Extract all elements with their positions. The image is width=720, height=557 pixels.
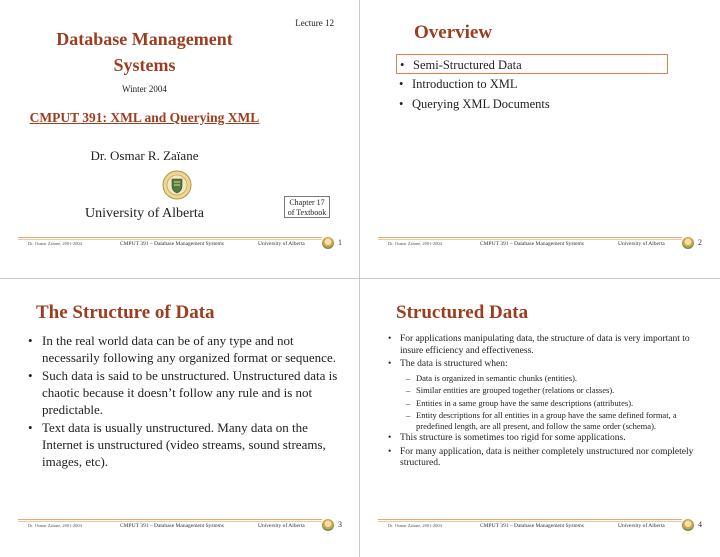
author-name: Dr. Osmar R. Zaïane — [90, 148, 199, 163]
footer-university: University of Alberta — [258, 241, 305, 247]
slide-4 — [372, 290, 708, 550]
list-item: • Such data is said to be unstructured. Unstructured data is chaotic because it doesn’t follow any rule and is not predictable. — [24, 367, 346, 418]
footer-author: Dr. Osmar Zaïane, 2001-2004 — [388, 523, 442, 528]
chapter-note — [284, 196, 330, 218]
slide-footer — [378, 518, 702, 536]
footer-author: Dr. Osmar Zaïane, 2001-2004 — [28, 523, 82, 528]
footer-rule — [378, 519, 682, 520]
course-title: CMPUT 391: XML and Querying XML — [29, 110, 260, 125]
slide-number: 3 — [338, 520, 342, 529]
list-item: • For applications manipulating data, the structure of data is very important to insure efficiency and effectiveness. — [384, 334, 706, 357]
footer-crest-icon — [322, 237, 334, 249]
chapter-line-2: of Textbook — [287, 208, 327, 217]
footer-rule-2 — [378, 239, 682, 240]
sub-list-item: – Entities in a same group have the same descriptions (attributes). — [384, 398, 706, 409]
slide-title — [12, 26, 277, 78]
page-divider-horizontal — [0, 278, 720, 279]
chapter-line-1: Chapter 17 — [289, 198, 325, 207]
bullet-list — [384, 334, 706, 472]
slide-1 — [12, 8, 348, 268]
footer-course: CMPUT 391 – Database Management Systems — [120, 241, 224, 247]
list-item: • In the real world data can be of any type and not necessarily following any organized format or sequence. — [24, 332, 346, 366]
list-item: • Querying XML Documents — [396, 94, 696, 114]
slide-footer — [18, 518, 342, 536]
footer-rule — [378, 237, 682, 238]
footer-university: University of Alberta — [618, 241, 665, 247]
university-name: University of Alberta — [85, 206, 204, 221]
footer-author: Dr. Osmar Zaïane, 2001-2004 — [28, 241, 82, 246]
footer-crest-icon — [322, 519, 334, 531]
sub-list-item: – Data is organized in semantic chunks (entities). — [384, 373, 706, 384]
footer-rule-2 — [378, 521, 682, 522]
footer-crest-icon — [682, 237, 694, 249]
list-item: • Introduction to XML — [396, 74, 696, 94]
title-line-2: Systems — [113, 55, 176, 75]
slide-number: 1 — [338, 238, 342, 247]
slide-number: 2 — [698, 238, 702, 247]
slide-footer — [18, 236, 342, 254]
footer-course: CMPUT 391 – Database Management Systems — [480, 523, 584, 529]
list-item: • This structure is sometimes too rigid for some applications. — [384, 433, 706, 445]
footer-university: University of Alberta — [618, 523, 665, 529]
sub-list-item: – Entity descriptions for all entities in a group have the same defined format, a predefined length, are all present, and follow the same order (schema). — [384, 410, 706, 431]
slide-title: The Structure of Data — [36, 302, 215, 323]
footer-course: CMPUT 391 – Database Management Systems — [480, 241, 584, 247]
footer-author: Dr. Osmar Zaïane, 2001-2004 — [388, 241, 442, 246]
slide-3 — [12, 290, 348, 550]
footer-crest-icon — [682, 519, 694, 531]
footer-course: CMPUT 391 – Database Management Systems — [120, 523, 224, 529]
list-item: • Text data is usually unstructured. Many data on the Internet is unstructured (video streams, sound streams, images, etc). — [24, 419, 346, 470]
list-item: • Semi-Structured Data — [396, 54, 668, 74]
slide-footer — [378, 236, 702, 254]
bullet-list — [24, 332, 346, 471]
overview-list — [396, 54, 696, 114]
footer-rule-2 — [18, 239, 322, 240]
slide-title: Overview — [414, 22, 493, 43]
term-label: Winter 2004 — [122, 84, 167, 94]
sub-list-item: – Similar entities are grouped together (relations or classes). — [384, 385, 706, 396]
title-line-1: Database Management — [56, 29, 233, 49]
slide-2 — [372, 8, 708, 268]
footer-rule — [18, 237, 322, 238]
footer-rule-2 — [18, 521, 322, 522]
slide-title: Structured Data — [396, 302, 529, 323]
footer-university: University of Alberta — [258, 523, 305, 529]
slide-number: 4 — [698, 520, 702, 529]
lecture-label: Lecture 12 — [295, 18, 334, 28]
university-crest-icon — [162, 170, 192, 200]
list-item: • The data is structured when: — [384, 359, 706, 371]
footer-rule — [18, 519, 322, 520]
list-item: • For many application, data is neither completely unstructured nor completely structured. — [384, 447, 706, 470]
